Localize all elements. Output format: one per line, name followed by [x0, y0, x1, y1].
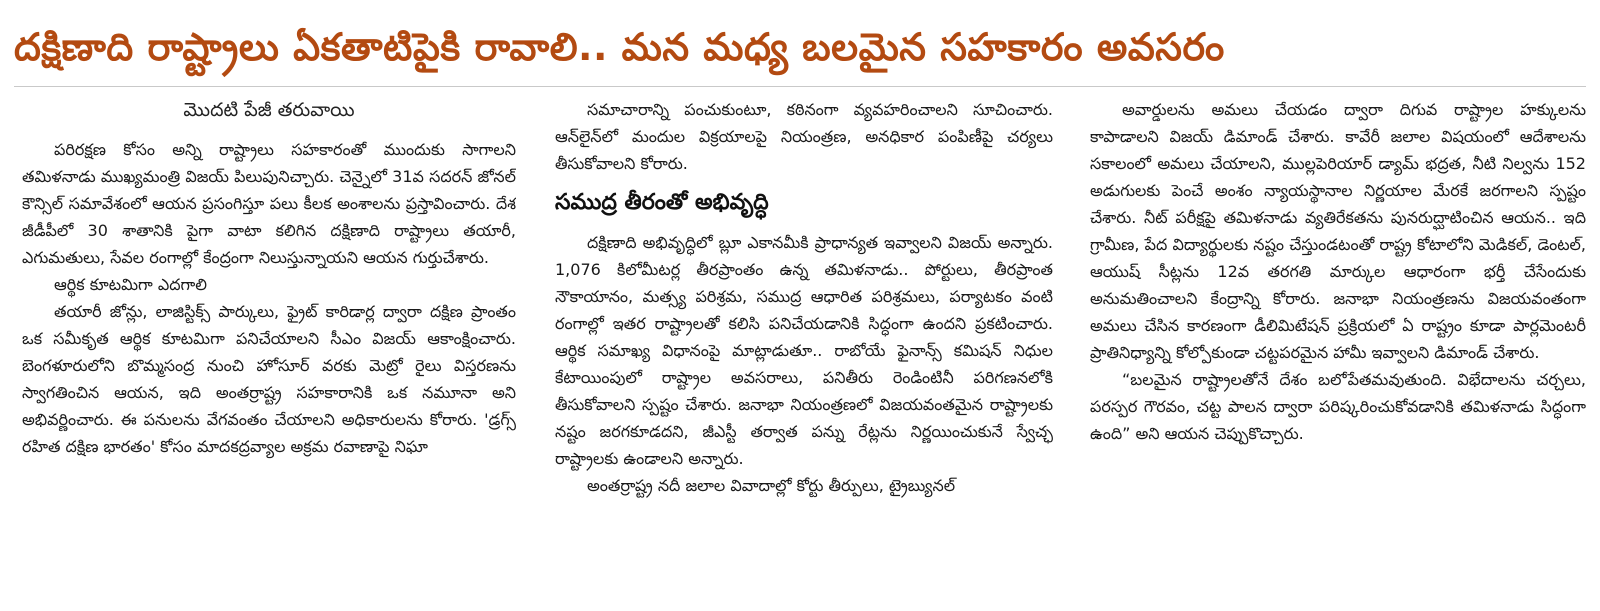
column-3 — [1090, 96, 1586, 604]
subheading: ఆర్థిక కూటమిగా ఎదగాలి — [54, 275, 207, 294]
paragraph: అవార్డులను అమలు చేయడం ద్వారా దిగువ రాష్ట్రాల హక్కులను కాపాడాలని విజయ్ డిమాండ్ చేశారు. కావేరీ జలాల విషయంలో ఆదేశాలను సకాలంలో అమలు చేయాలని, ముల్లపెరియార్ డ్యామ్ భద్రత, నీటి నిల్వను 152 అడుగులకు పెంచే అంశం న్యాయస్థానాల నిర్ణయాల మేరకే జరగాలని స్పష్టం చేశారు. నీట్ పరీక్షపై తమిళనాడు వ్యతిరేకతను పునరుద్ఘాటించిన ఆయన.. ఇది గ్రామీణ, పేద విద్యార్థులకు నష్టం చేస్తుండటంతో రాష్ట్ర కోటాలోని మెడికల్, డెంటల్, ఆయుష్ సీట్లను 12వ తరగతి మార్కుల ఆధారంగా భర్తీ చేసేందుకు అనుమతించాలని కేంద్రాన్ని కోరారు. జనాభా నియంత్రణను విజయవంతంగా అమలు చేసిన కారణంగా డీలిమిటేషన్ ప్రక్రియలో ఏ రాష్ట్రం కూడా పార్లమెంటరీ ప్రాతినిధ్యాన్ని కోల్పోకుండా చట్టపరమైన హామీ ఇవ్వాలని డిమాండ్ చేశారు. — [1090, 100, 1586, 362]
headline: దక్షిణాది రాష్ట్రాలు ఏకతాటిపైకి రావాలి.. మన మధ్య బలమైన సహకారం అవసరం — [14, 25, 1225, 69]
quote-paragraph: “బలమైన రాష్ట్రాలతోనే దేశం బలోపేతమవుతుంది. విభేదాలను చర్చలు, పరస్పర గౌరవం, చట్ట పాలన ద్వారా పరిష్కరించుకోవడానికి తమిళనాడు సిద్ధంగా ఉంది” అని ఆయన చెప్పుకొచ్చారు. — [1090, 370, 1586, 443]
paragraph: తయారీ జోన్లు, లాజిస్టిక్స్ పార్కులు, ఫ్రైట్ కారిడార్ల ద్వారా దక్షిణ ప్రాంతం ఒక సమీకృత ఆర్థిక కూటమిగా పనిచేయాలని సీఎం విజయ్ ఆకాంక్షించారు. బెంగళూరులోని బొమ్మసంద్ర నుంచి హోసూర్ వరకు మెట్రో రైలు విస్తరణను స్వాగతించిన ఆయన, ఇది అంతర్రాష్ట్ర సహకారానికి ఒక నమూనా అని అభివర్ణించారు. ఈ పనులను వేగవంతం చేయాలని అధికారులను కోరారు. 'డ్రగ్స్ రహిత దక్షిణ భారతం' కోసం మాదకద్రవ్యాల అక్రమ రవాణాపై నిఘా — [22, 302, 516, 456]
continuation-kicker: మొదటి పేజీ తరువాయి — [183, 99, 355, 121]
column-1 — [22, 96, 516, 604]
paragraph: అంతర్రాష్ట్ర నదీ జలాల వివాదాల్లో కోర్టు తీర్పులు, ట్రైబ్యునల్ — [587, 476, 956, 495]
paragraph: దక్షిణాది అభివృద్ధిలో బ్లూ ఎకానమీకి ప్రాధాన్యత ఇవ్వాలని విజయ్ అన్నారు. 1,076 కిలోమీటర్ల తీరప్రాంతం ఉన్న తమిళనాడు.. పోర్టులు, తీరప్రాంత నౌకాయానం, మత్స్య పరిశ్రమ, సముద్ర ఆధారిత పరిశ్రమలు, పర్యాటకం వంటి రంగాల్లో ఇతర రాష్ట్రాలతో కలిసి పనిచేయడానికి సిద్ధంగా ఉందని ప్రకటించారు. ఆర్థిక సమాఖ్య విధానంపై మాట్లాడుతూ.. రాబోయే ఫైనాన్స్ కమిషన్ నిధుల కేటాయింపులో రాష్ట్రాల అవసరాలు, పనితీరు రెండింటినీ పరిగణనలోకి తీసుకోవాలని స్పష్టం చేశారు. జనాభా నియంత్రణలో విజయవంతమైన రాష్ట్రాలకు నష్టం జరగకూడదని, జీఎస్టీ తర్వాత పన్ను రేట్లను నిర్ణయించుకునే స్వేచ్ఛ రాష్ట్రాలకు ఉండాలని అన్నారు. — [555, 233, 1053, 468]
section-heading: సముద్ర తీరంతో అభివృద్ధి — [555, 190, 769, 215]
headline-divider — [14, 86, 1586, 87]
paragraph: సమాచారాన్ని పంచుకుంటూ, కఠినంగా వ్యవహరించాలని సూచించారు. ఆన్‌లైన్‌లో మందుల విక్రయాలపై నియంత్రణ, అనధికార పంపిణీపై చర్యలు తీసుకోవాలని కోరారు. — [555, 100, 1053, 173]
column-2 — [555, 96, 1053, 604]
paragraph: పరిరక్షణ కోసం అన్ని రాష్ట్రాలు సహకారంతో ముందుకు సాగాలని తమిళనాడు ముఖ్యమంత్రి విజయ్ పిలుపునిచ్చారు. చెన్నైలో 31వ సదరన్ జోనల్ కౌన్సిల్ సమావేశంలో ఆయన ప్రసంగిస్తూ పలు కీలక అంశాలను ప్రస్తావించారు. దేశ జీడీపీలో 30 శాతానికి పైగా వాటా కలిగిన దక్షిణాది రాష్ట్రాలు తయారీ, ఎగుమతులు, సేవల రంగాల్లో కేంద్రంగా నిలుస్తున్నాయని ఆయన గుర్తుచేశారు. — [22, 140, 516, 267]
